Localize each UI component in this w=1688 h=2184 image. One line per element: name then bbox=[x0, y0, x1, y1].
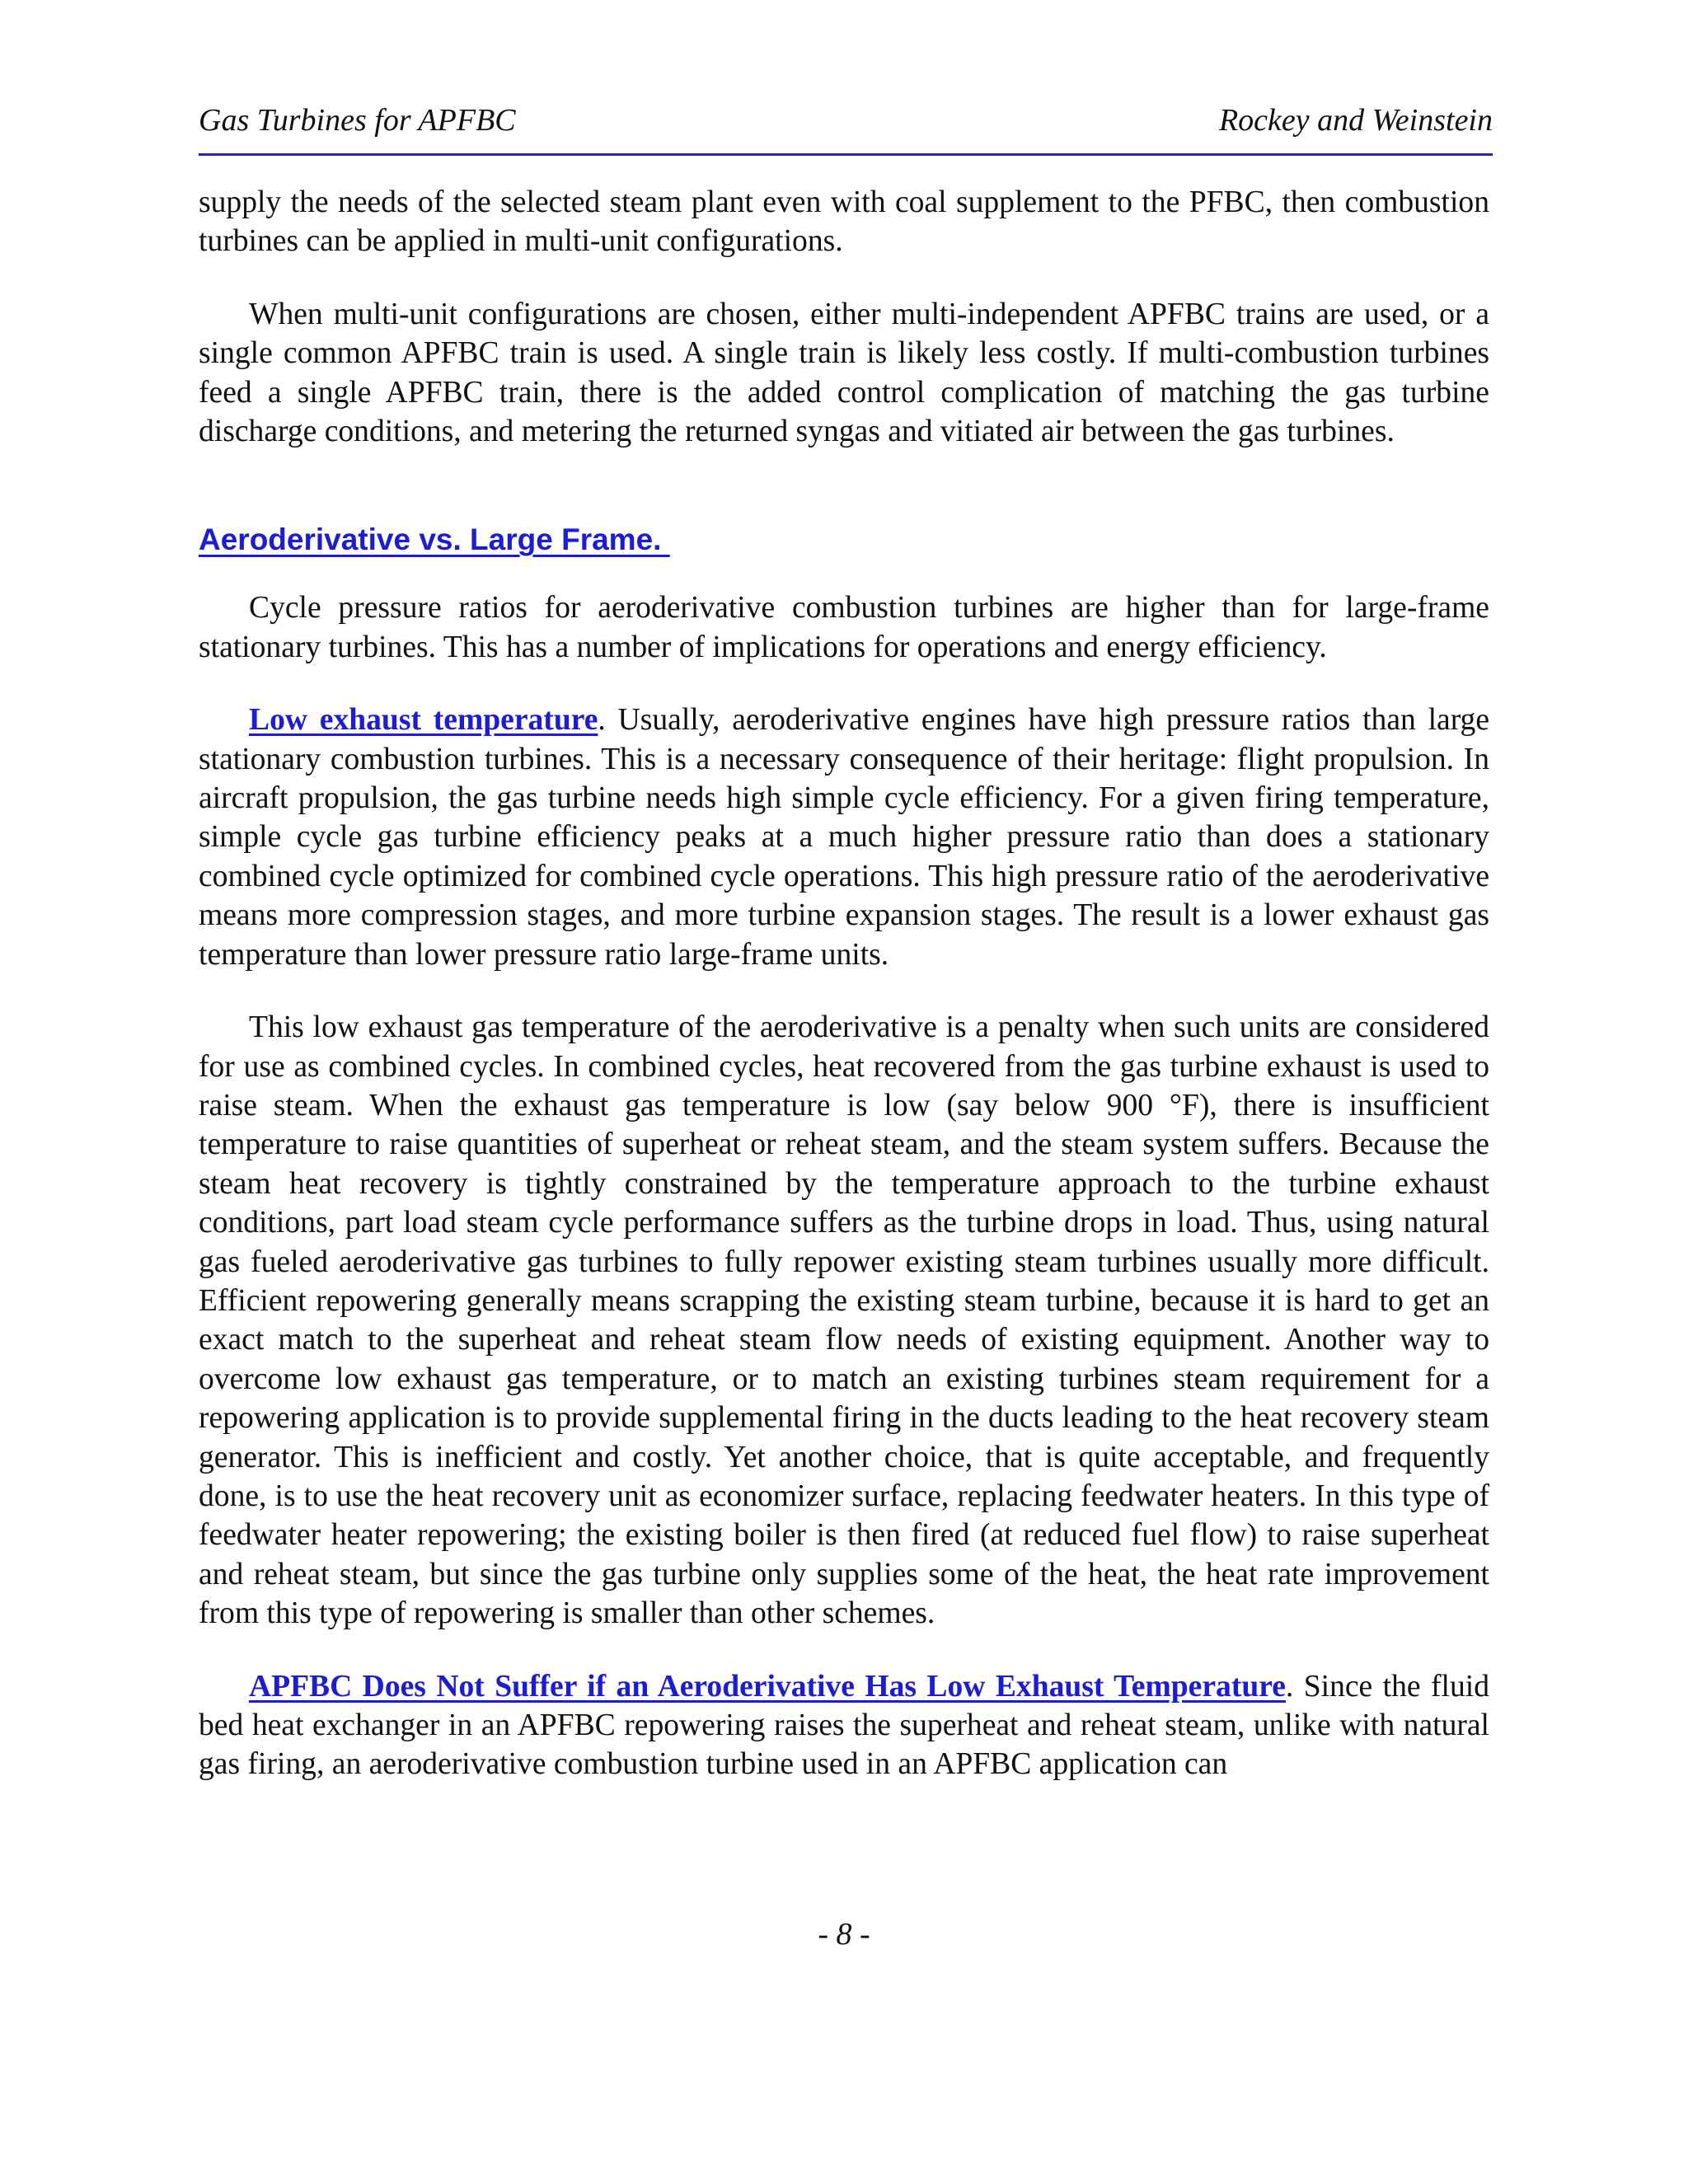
section-heading-aeroderivative[interactable]: Aeroderivative vs. Large Frame. bbox=[199, 523, 670, 557]
body-text bbox=[199, 183, 1489, 1784]
paragraph-multi-unit: When multi-unit configurations are chosen, either multi-independent APFBC trains are used, or a single common APFBC train is used. A single train is likely less costly. If multi-combustion turbines feed a single APFBC train, there is the added control complication of matching the gas turbine discharge conditions, and metering the returned syngas and vitiated air between the gas turbines. bbox=[199, 297, 1489, 449]
header-authors: Rockey and Weinstein bbox=[1218, 103, 1493, 138]
apfbc-text: . Since the fluid bed heat exchanger in an APFBC repowering raises the superheat and reheat steam, unlike with natural gas firing, an aeroderivative combustion turbine used in an APFBC application can bbox=[199, 1669, 1489, 1782]
running-header bbox=[199, 97, 1493, 156]
page-number: - 8 - bbox=[818, 1917, 870, 1952]
paragraph-apfbc bbox=[199, 1667, 1489, 1784]
low-exhaust-temperature-link[interactable]: Low exhaust temperature bbox=[249, 703, 598, 738]
paragraph-exhaust-penalty: This low exhaust gas temperature of the aeroderivative is a penalty when such units are considered for use as combined cycles. In combined cycles, heat recovered from the gas turbine exhaust is used to raise steam. When the exhaust gas temperature is low (say below 900 °F), there is insufficient temperature to raise quantities of superheat or reheat steam, and the steam system suffers. Because the steam heat recovery is tightly constrained by the temperature approach to the turbine exhaust conditions, part load steam cycle performance suffers as the turbine drops in load. Thus, using natural gas fueled aeroderivative gas turbines to fully repower existing steam turbines usually more difficult. Efficient repowering generally means scrapping the existing steam turbine, because it is hard to get an exact match to the superheat and reheat steam flow needs of existing equipment. Another way to overcome low exhaust gas temperature, or to match an existing turbines steam requirement for a repowering application is to provide supplemental firing in the ducts leading to the heat recovery steam generator. This is inefficient and costly. Yet another choice, that is quite acceptable, and frequently done, is to use the heat recovery unit as economizer surface, replacing feedwater heaters. In this type of feedwater heater repowering; the existing boiler is then fired (at reduced fuel flow) to raise superheat and reheat steam, but since the gas turbine only supplies some of the heat, the heat rate improvement from this type of repowering is smaller than other schemes. bbox=[199, 1010, 1489, 1631]
paragraph-cycle-pressure: Cycle pressure ratios for aeroderivative combustion turbines are higher than for large-frame stationary turbines. This has a number of implications for operations and energy efficiency. bbox=[199, 591, 1489, 664]
apfbc-low-exhaust-link[interactable]: APFBC Does Not Suffer if an Aeroderivative Has Low Exhaust Temperature bbox=[249, 1669, 1286, 1704]
paragraph-continuation: supply the needs of the selected steam plant even with coal supplement to the PFBC, then combustion turbines can be applied in multi-unit configurations. bbox=[199, 185, 1489, 259]
low-exhaust-text: . Usually, aeroderivative engines have high pressure ratios than large stationary combustion turbines. This is a necessary consequence of their heritage: flight propulsion. In aircraft propulsion, the gas turbine needs high simple cycle efficiency. For a given firing temperature, simple cycle gas turbine efficiency peaks at a much higher pressure ratio than does a stationary combined cycle optimized for combined cycle operations. This high pressure ratio of the aeroderivative means more compression stages, and more turbine expansion stages. The result is a lower exhaust gas temperature than lower pressure ratio large-frame units. bbox=[199, 703, 1489, 972]
paragraph-low-exhaust bbox=[199, 701, 1489, 974]
header-title: Gas Turbines for APFBC bbox=[199, 103, 516, 138]
